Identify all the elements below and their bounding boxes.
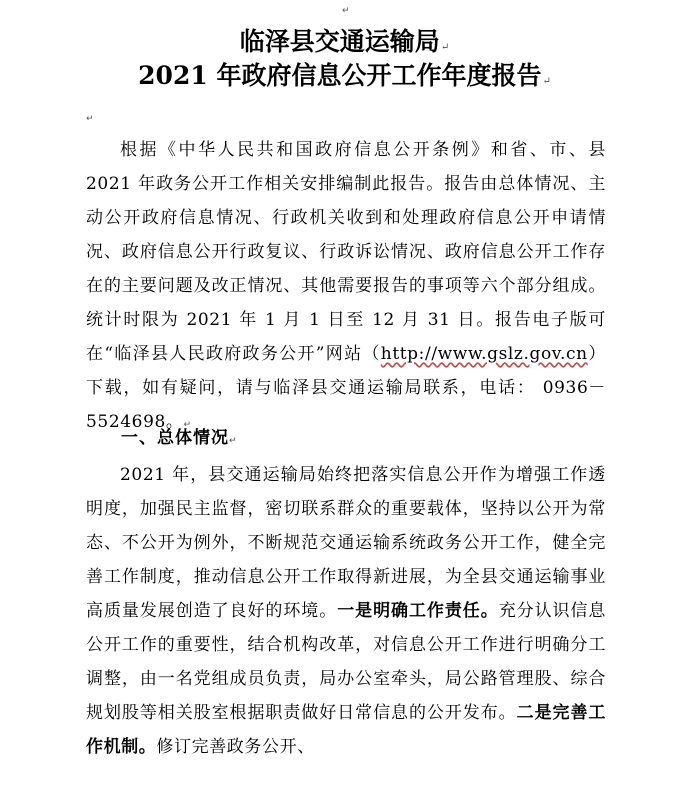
section-1-text-c: 修订完善政务公开、 [156,737,315,757]
document-title-line-2 [0,58,689,100]
intro-paragraph-mark: ↵ [183,420,192,430]
title-line-1-text: 临泽县交通运输局 [239,27,440,56]
website-link[interactable]: http://www.gslz.gov.cn [380,344,588,364]
intro-text-a: 根据《中华人民共和国政府信息公开条例》和省、市、县 2021 年政务公开工作相关安排编制此报告。报告由总体情况、主动公开政府信息情况、行政机关收到和处理政府信息公开申请情况、政府信息公开行政复议、行政诉讼情况、政府信息公开工作存在的主要问题及改正情况、其他需要报告的事项等六个部分组成。统计时限为 2021 年 1 月 1 日至 12 月 31 日。报告电子版可在“临泽县人民政府政务公开”网站（ [86,140,606,364]
section-1-bold-point-1: 一是明确工作责任。 [337,601,499,621]
section-1-text-b: 充分认识信息公开工作的重要性，结合机构改革，对信息公开工作进行明确分工调整，由一名党组成员负责，局办公室牵头，局公路管理股、综合规划股等相关股室根据职责做好日常信息的公开发布。 [86,601,606,723]
title-line-2-mark: ↵ [542,76,551,87]
title-line-2-text: 2021 年政府信息公开工作年度报告 [138,61,542,90]
top-paragraph-mark: ↵ [342,6,350,16]
section-1-paragraph [86,458,606,764]
title-line-1-mark: ↵ [440,42,450,53]
section-1-text-a: 2021 年，县交通运输局始终把落实信息公开作为增强工作透明度，加强民主监督，密切联系群众的重要载体，坚持以公开为常态、不公开为例外，不断规范交通运输系统政务公开工作，健全完善工作制度，推动信息公开工作取得新进展，为全县交通运输事业高质量发展创造了良好的环境。 [86,465,606,621]
section-1-heading-mark: ↵ [229,436,238,446]
section-1-heading [121,421,238,458]
intro-text-b: ）下载，如有疑问，请与临泽县交通运输局联系，电话： 0936－5524698。 [86,344,606,432]
blank-line-mark: ↵ [86,114,94,124]
section-1-bold-point-2: 二是完善工作机制。 [86,703,606,757]
section-1-heading-text: 一、总体情况 [121,428,229,448]
intro-paragraph [86,133,606,442]
